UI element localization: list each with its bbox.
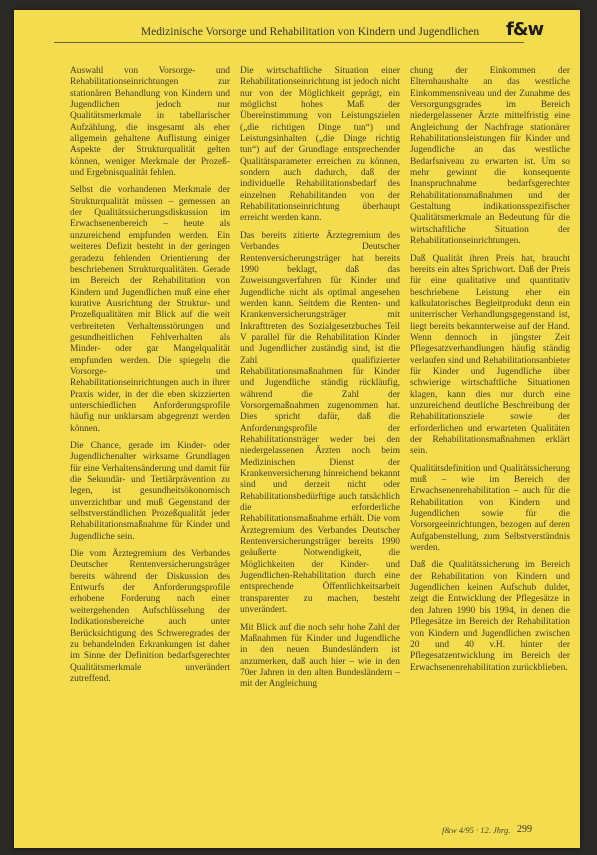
paragraph: Mit Blick auf die noch sehr hohe Zahl der Maßnahmen für Kinder und Jugendliche in den neuen Bundesländern ist anzumerken, daß auch hier – wie in den 70er Jahren in den alten Bundesländern – mit der Angleichung <box>240 622 400 690</box>
column-right <box>410 66 570 810</box>
paragraph: Auswahl von Vorsorge- und Rehabilitationseinrichtungen zur stationären Behandlung von Kindern und Jugendlichen jedoch nur Qualitätsmerkmale in tabellarischer Aufzählung, die insgesamt als eher allgemein gehaltene Auflistung einiger Aspekte der Strukturqualität gelten können, weniger Merkmale der Prozeß- und Ergebnisqualität fehlen. <box>70 66 230 179</box>
paragraph: chung der Einkommen der Elternhaushalte an das westliche Einkommensniveau und der Zunahme des Versorgungsgrades im Bereich niedergelassener Ärzte mittelfristig eine Angleichung der Nachfrage stationärer Rehabilitationsleistungen für Kinder und Jugendliche an das westliche Bedarfsniveau zu erwarten ist. Um so mehr gewinnt die konsequente Inanspruchnahme bedarfsgerechter Rehabilitationsmaßnahmen und der Gestaltung indikationsspezifischer Qualitätsmerkmale an Bedeutung für die wirtschaftliche Situation der Rehabilitationseinrichtungen. <box>410 66 570 247</box>
paragraph: Daß Qualität ihren Preis hat, braucht bereits ein altes Sprichwort. Daß der Preis für eine qualitative und quantitativ beschriebene Leistung eher ein kalkulatorisches Begleitprodukt denn ein uniterrischer Verhandlungsgegenstand ist, liegt bereits bekannterweise auf der Hand. Wenn dennoch in jüngster Zeit Pflegesatzverhandlungen häufig ständig verlaufen sind und Rehabilitationsanbieter für Kinder und Jugendliche über schwierige wirtschaftliche Situationen klagen, kann dies nur durch eine unzureichend deutliche Beschreibung der Rehabilitationsziele sowie der erforderlichen und erwarteten Qualitäten der Rehabilitationsmaßnahmen erklärt sein. <box>410 253 570 457</box>
paragraph: Die wirtschaftliche Situation einer Rehabilitationseinrichtung ist jedoch nicht nur von der Möglichkeit geprägt, ein möglichst hohes Maß der Übereinstimmung von Leistungszielen („die richtigen Dinge tun“) und Leistungsinhalten („die Dinge richtig tun“) auf der Grundlage entsprechender Qualitätsparameter erreichen zu können, sondern auch dadurch, daß der individuelle Rehabilitationsbedarf des einzelnen Rehabilitanden von der Rehabilitationseinrichtung überhaupt erreicht werden kann. <box>240 66 400 224</box>
journal-issue: f&w 4/95 · 12. Jhrg. <box>442 825 511 835</box>
paragraph: Die Chance, gerade im Kinder- oder Jugendlichenalter wirksame Grundlagen für eine Verhaltensänderung und damit für die Sekundär- und Tertiärprävention zu legen, ist gesundheitsökonomisch unverzichtbar und muß Gegenstand der selbstverständlichen Prozeßqualität jeder Rehabilitationsmaßnahme für Kinder und Jugendliche sein. <box>70 441 230 542</box>
running-title: Medizinische Vorsorge und Rehabilitation von Kindern und Jugendlichen <box>140 26 480 38</box>
page-header <box>14 10 580 56</box>
column-left <box>70 66 230 810</box>
paragraph: Selbst die vorhandenen Merkmale der Strukturqualität müssen – gemessen an der Qualitätssicherungsdiskussion im Erwachsenenbereich – heute als unzureichend empfunden werden. Ein weiteres Defizit besteht in der geringen geradezu fehlenden Orientierung der beschriebenen Strukturqualitäten. Gerade im Bereich der Rehabilitation von Kindern und Jugendlichen muß eine eher kurative Ausrichtung der Struktur- und Prozeßqualitäten mit Blick auf die weit verbreiteten Verhaltensstörungen und gesundheitlichen Fehlverhalten als Minder- oder gar Mangelqualität empfunden werden. Die spiegeln die Vorsorge- und Rehabilitationseinrichtungen auch in ihrer Praxis wider, in der die eben skizzierten unterschiedlichen Anforderungsprofile häufig nur unklarsam abgegrenzt werden können. <box>70 185 230 434</box>
header-rule <box>54 42 524 43</box>
column-middle <box>240 66 400 810</box>
document-page <box>14 10 580 848</box>
paragraph: Qualitätsdefinition und Qualitätssicherung muß – wie im Bereich der Erwachsenenrehabilitation – auch für die Rehabilitation von Kindern und Jugendlichen sowie für die Vorsorgeeinrichtungen, bezogen auf deren Aufgabenstellung, zum Selbstverständnis werden. <box>410 463 570 554</box>
page-number: 299 <box>517 824 532 835</box>
page-footer <box>14 824 580 840</box>
paragraph: Das bereits zitierte Ärztegremium des Verbandes Deutscher Rentenversicherungsträger hat bereits 1990 beklagt, daß das Zuweisungsverfahren für Kinder und Jugendliche nicht als optimal angesehen werden kann. Seitdem die Renten- und Krankenversicherungsträger mit Inkrafttreten des Sozialgesetzbuches Teil V parallel für die Rehabilitation Kinder und Jugendlicher zuständig sind, ist die Zahl qualifizierter Rehabilitationsmaßnahmen für Kinder und Jugendliche ständig rückläufig, während die Zahl der Vorsorgemaßnahmen zugenommen hat. Dies spricht dafür, daß die Anforderungsprofile der Rehabilitationsträger weder bei den niedergelassenen Ärzten noch beim Medizinischen Dienst der Krankenversicherung hinreichend bekannt sind und derzeit nicht oder Rehabilitationsbedürftige auch tatsächlich die erforderliche Rehabilitationsmaßnahme erhält. Die vom Ärztegremium des Verbandes Deutscher Rentenversicherungsträger bereits 1990 geäußerte Notwendigkeit, die Möglichkeiten der Kinder- und Jugendlichen-Rehabilitation durch eine entsprechende Öffentlichkeitsarbeit transparenter zu machen, besteht unverändert. <box>240 230 400 616</box>
text-columns <box>70 66 570 810</box>
journal-logo: f&w <box>506 19 544 40</box>
paragraph: Die vom Ärztegremium des Verbandes Deutscher Rentenversicherungsträger bereits während der Diskussion des Entwurfs der Anforderungsprofile erhobene Forderung nach einer weitergehenden Aufschlüsselung der Indikationsbereiche auch unter Berücksichtigung des Schweregrades der zu behandelnden Erkrankungen ist daher im Sinne der Definition bedarfsgerechter Qualitätsmerkmale unverändert zutreffend. <box>70 549 230 684</box>
paragraph: Daß die Qualitätssicherung im Bereich der Rehabilitation von Kindern und Jugendlichen keinen Aufschub duldet, zeigt die Entwicklung der Pflegesätze in den Jahren 1990 bis 1994, in denen die Pflegesätze im Bereich der Rehabilitation von Kindern und Jugendlichen zwischen 20 und 40 v.H. hinter der Pflegesatzentwicklung im Bereich der Erwachsenenrehabilitation zurückblieben. <box>410 560 570 673</box>
